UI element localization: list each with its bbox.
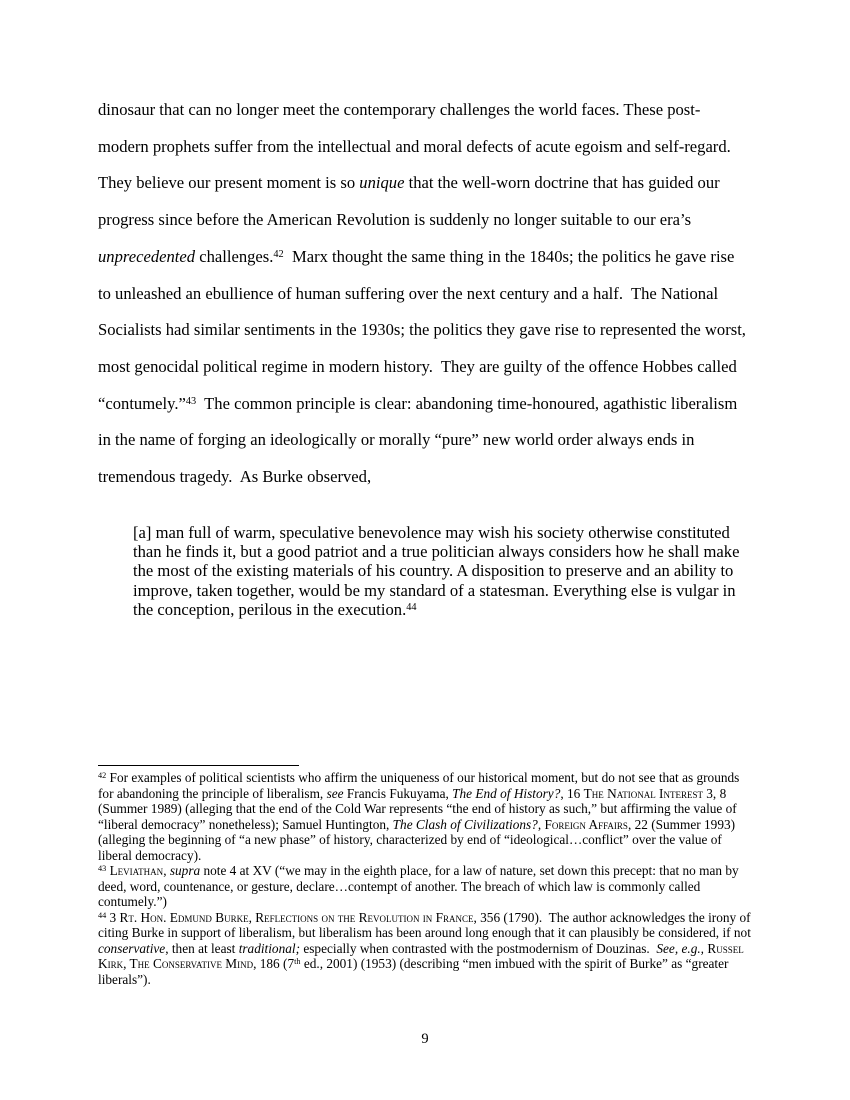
footnote-44: $^{44}$ 3 Rt. Hon. Edmund Burke, Reflections on the Revolution in France, 356 (1790). The author acknowledges the irony of citing Burke in support of liberalism, but liberalism has been around long enough that it can plausibly be considered, if not conservative, then at least traditional; especially when contrasted with the postmodernism of Douzinas. See, e.g., Russel Kirk, The Conservative Mind, 186 (7th ed., 2001) (1953) (describing “men imbued with the spirit of Burke” as “greater liberals”).: [98, 909, 755, 987]
footnotes-section: [98, 756, 754, 987]
page-number: 9: [421, 1031, 429, 1047]
body-paragraph: dinosaur that can no longer meet the contemporary challenges the world faces. These post-modern prophets suffer from the intellectual and moral defects of acute egoism and self-regard. They believe our present moment is so unique that the well-worn doctrine that has guided our progress since before the American Revolution is suddenly no longer suitable to our era’s unprecedented challenges.$^{42}$ Marx thought the same thing in the 1840s; the politics he gave rise to unleashed an ebullience of human suffering over the next century and a half. The National Socialists had similar sentiments in the 1930s; the politics they gave rise to represented the worst, most genocidal political regime in modern history. They are guilty of the offence Hobbes called “contumely.”$^{43}$ The common principle is clear: abandoning time-honoured, agathistic liberalism in the name of forging an ideologically or morally “pure” new world order always ends in tremendous tragedy. As Burke observed,: [98, 100, 751, 487]
block-quote: [a] man full of warm, speculative benevolence may wish his society otherwise constituted than he finds it, but a good patriot and a true politician always considers how he shall make the most of the existing materials of his country. A disposition to preserve and an ability to improve, taken together, would be my standard of a statesman. Everything else is vulgar in the conception, perilous in the execution.$^{44}$: [133, 522, 744, 619]
footnote-separator: [98, 765, 299, 766]
page-content: [98, 92, 750, 619]
footnote-43: $^{43}$ Leviathan, supra note 4 at XV (“we may in the eighth place, for a law of nature, set down this precept: that no man by deed, word, countenance, or gesture, declare…contempt of another. The breach of which law is commonly called contumely.”): [98, 863, 742, 909]
footnote-42: $^{42}$ For examples of political scientists who affirm the uniqueness of our historical moment, but do not see that as grounds for abandoning the principle of liberalism, see Francis Fukuyama, The End of History?, 16 The National Interest 3, 8 (Summer 1989) (alleging that the end of the Cold War represents “the end of history as such,” but affirming the value of “liberal democracy” nonetheless); Samuel Huntington, The Clash of Civilizations?, Foreign Affairs, 22 (Summer 1993) (alleging the beginning of “a new phase” of history, characterized by end of “ideological…conflict” over the value of liberal democracy).: [98, 770, 743, 863]
